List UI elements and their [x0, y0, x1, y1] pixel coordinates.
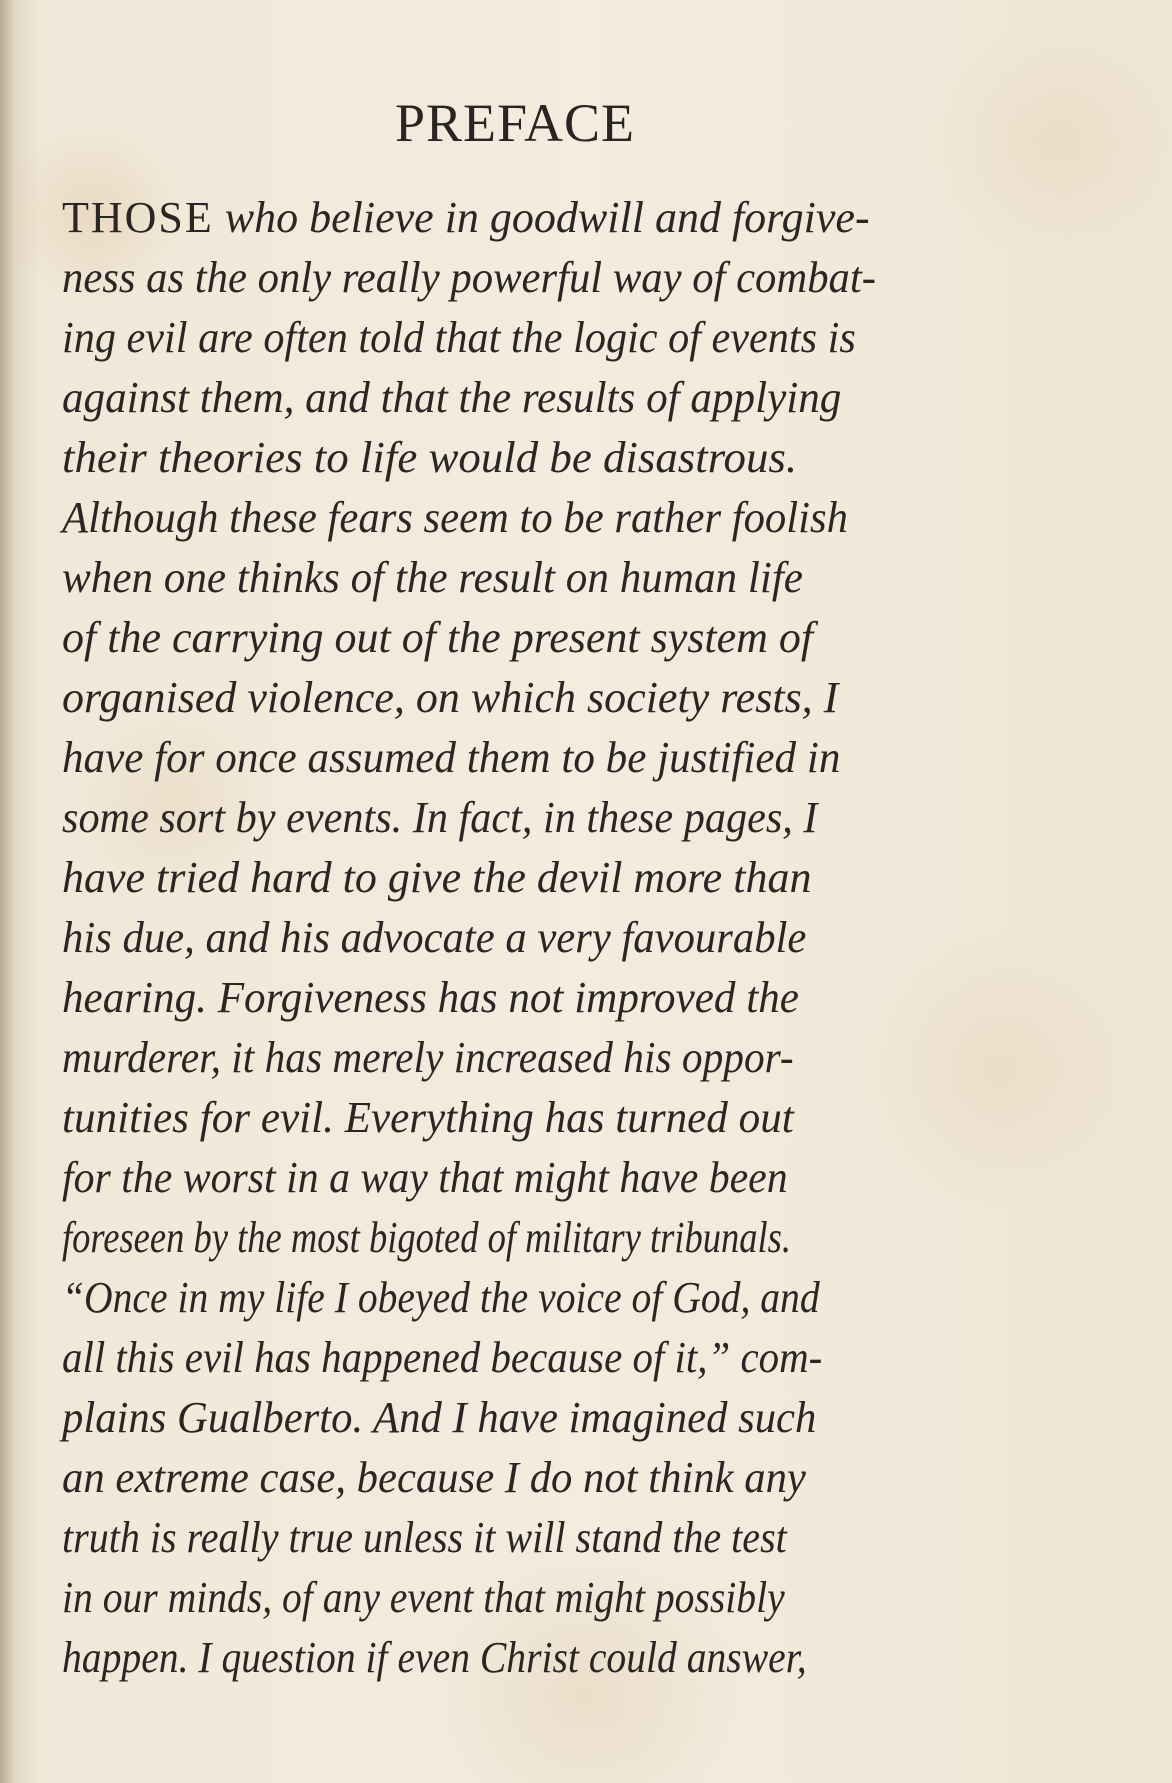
text-line: hearing. Forgiveness has not improved the — [62, 973, 799, 1022]
page-gutter-shadow — [0, 0, 14, 1783]
text-line: all this evil has happened because of it,” com- — [62, 1333, 823, 1382]
text-line: his due, and his advocate a very favourable — [62, 913, 807, 962]
text-line: happen. I question if even Christ could answer, — [62, 1633, 807, 1682]
text-line: murderer, it has merely increased his oppor- — [62, 1033, 794, 1082]
text-line: truth is really true unless it will stand the test — [62, 1513, 787, 1562]
text-line: for the worst in a way that might have been — [62, 1153, 788, 1202]
preface-heading: PREFACE — [394, 93, 636, 153]
text-line: organised violence, on which society rests, I — [62, 673, 839, 722]
preface-paragraph — [62, 188, 982, 1688]
text-line: their theories to life would be disastrous. — [62, 433, 798, 482]
text-line: ing evil are often told that the logic of events is — [62, 313, 856, 362]
drop-first-word: THOSE — [62, 193, 214, 242]
text-line: tunities for evil. Everything has turned out — [62, 1093, 794, 1142]
text-line: “Once in my life I obeyed the voice of God, and — [62, 1273, 820, 1322]
text-line: against them, and that the results of applying — [62, 373, 842, 422]
text-line: plains Gualberto. And I have imagined such — [62, 1393, 817, 1442]
text-line: THOSE who believe in goodwill and forgive- — [62, 193, 870, 242]
text-line: Although these fears seem to be rather foolish — [62, 493, 848, 542]
text-line: have for once assumed them to be justified in — [62, 733, 841, 782]
text-line: ness as the only really powerful way of combat- — [62, 253, 876, 302]
text-line: an extreme case, because I do not think any — [62, 1453, 806, 1502]
text-line: foreseen by the most bigoted of military tribunals. — [62, 1213, 791, 1262]
text-line: when one thinks of the result on human life — [62, 553, 803, 602]
text-line: of the carrying out of the present system of — [62, 613, 814, 662]
text-line: in our minds, of any event that might possibly — [62, 1573, 785, 1622]
text-line: have tried hard to give the devil more than — [62, 853, 812, 902]
text-line: some sort by events. In fact, in these pages, I — [62, 793, 818, 842]
